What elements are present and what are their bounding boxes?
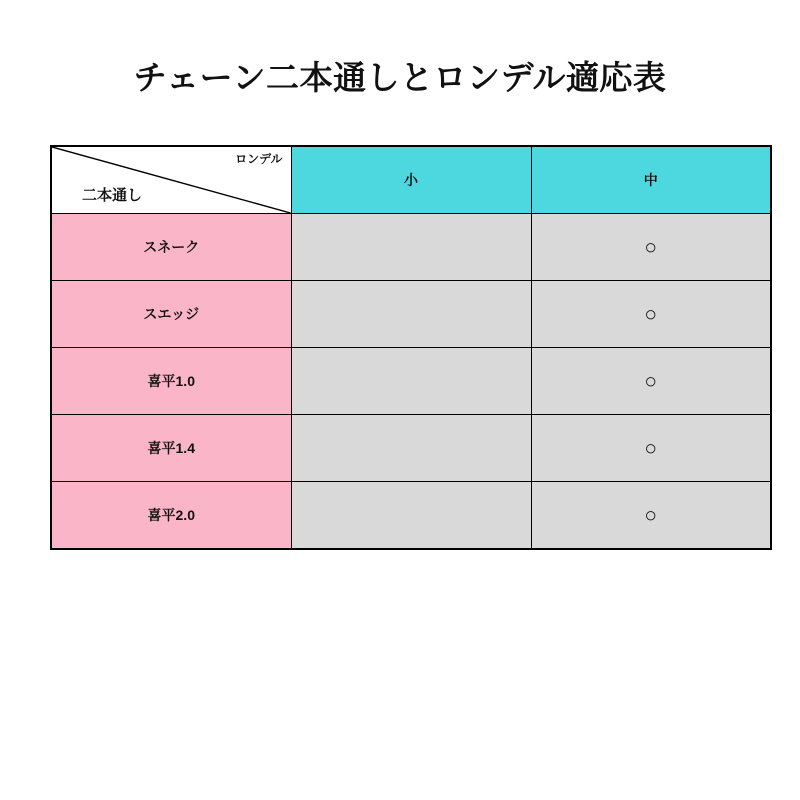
cell-snake-medium (531, 214, 771, 281)
table-row (51, 415, 771, 482)
table-header-row (51, 146, 771, 214)
cell-kihei-1-4-small (291, 415, 531, 482)
table-row (51, 482, 771, 550)
cell-mark: ○ (644, 235, 658, 259)
table-row (51, 281, 771, 348)
table-row (51, 348, 771, 415)
cell-mark: ○ (644, 503, 658, 527)
cell-suedge-medium (531, 281, 771, 348)
cell-mark: ○ (644, 369, 658, 393)
cell-snake-small (291, 214, 531, 281)
cell-kihei-1-0-small (291, 348, 531, 415)
row-header-snake: スネーク (51, 214, 291, 281)
column-header-medium: 中 (531, 146, 771, 214)
compatibility-table (50, 145, 772, 550)
cell-kihei-1-0-medium (531, 348, 771, 415)
table-corner-cell (51, 146, 291, 214)
column-header-small: 小 (291, 146, 531, 214)
cell-kihei-1-4-medium (531, 415, 771, 482)
row-header-kihei-1-4: 喜平1.4 (51, 415, 291, 482)
table-body (51, 146, 771, 549)
page-title: チェーン二本通しとロンデル適応表 (133, 59, 667, 96)
row-header-suedge: スエッジ (51, 281, 291, 348)
cell-suedge-small (291, 281, 531, 348)
corner-column-label: ロンデル (235, 152, 283, 166)
corner-row-label: 二本通し (82, 187, 143, 204)
table-row (51, 214, 771, 281)
compatibility-table-container (50, 145, 750, 550)
cell-mark: ○ (644, 302, 658, 326)
row-header-kihei-2-0: 喜平2.0 (51, 482, 291, 550)
cell-kihei-2-0-medium (531, 482, 771, 550)
cell-mark: ○ (644, 436, 658, 460)
cell-kihei-2-0-small (291, 482, 531, 550)
row-header-kihei-1-0: 喜平1.0 (51, 348, 291, 415)
